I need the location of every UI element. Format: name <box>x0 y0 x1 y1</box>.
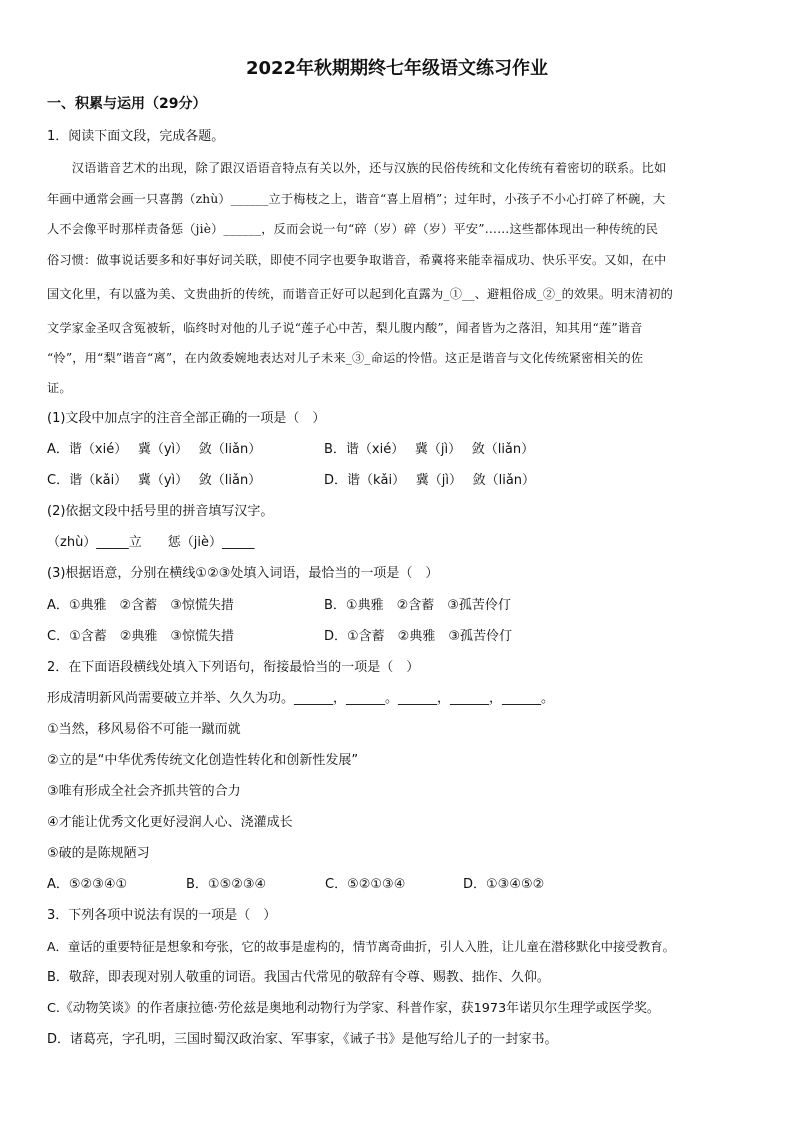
option-b: B．①⑤②③④ <box>186 877 267 892</box>
subquestion-3: (3)根据语意，分别在横线①②③处填入词语，最恰当的一项是（ ） <box>47 566 439 581</box>
sentence-item: ③唯有形成全社会齐抓共管的合力 <box>47 784 241 799</box>
passage-line: “怜”，用“梨”谐音“离”，在内敛委婉地表达对儿子未来_③_命运的怜惜。这正是谐音与文化传统紧密相关的佐 <box>47 351 644 365</box>
passage-line: 人不会像平时那样责备惩（jiè）______，反而会说一句“碎（岁）碎（岁）平安”……这些都体现出一种传统的民 <box>47 222 659 236</box>
option-d: D．①③④⑤② <box>463 877 545 892</box>
question-3-stem: 3．下列各项中说法有误的一项是（ ） <box>47 908 277 923</box>
option-c: C.《动物笑谈》的作者康拉德·劳伦兹是奥地利动物行为学家、科普作家，获1973年诺贝尔生理学或医学奖。 <box>47 1001 660 1016</box>
option-b: B．谐（xié） 冀（jì） 敛（liǎn） <box>324 442 535 457</box>
subquestion-2: (2)依据文段中括号里的拼音填写汉字。 <box>47 504 274 519</box>
option-c: C．①含蓄 ②典雅 ③惊慌失措 <box>47 629 235 644</box>
option-a: A．⑤②③④① <box>47 877 128 892</box>
page-title: 2022年秋期期终七年级语文练习作业 <box>245 58 549 79</box>
option-c: C．⑤②①③④ <box>325 877 406 892</box>
passage-line: 俗习惯：做事说话要多和好事好词关联，即使不同字也要争取谐音，希冀将来能幸福成功、快乐平安。又如，在中 <box>47 253 667 267</box>
option-a: A．谐（xié） 冀（yì） 敛（liǎn） <box>47 442 262 457</box>
question-2-stem: 2．在下面语段横线处填入下列语句，衔接最恰当的一项是（ ） <box>47 660 420 675</box>
option-b: B．敬辞，即表现对别人敬重的词语。我国古代常见的敬辞有令尊、赐教、拙作、久仰。 <box>47 970 550 985</box>
option-a: A．①典雅 ②含蓄 ③惊慌失措 <box>47 598 234 613</box>
option-a: A．童话的重要特征是想象和夸张，它的故事是虚构的，情节离奇曲折，引人入胜，让儿童在潜移默化中接受教育。 <box>47 939 676 954</box>
sentence-item: ②立的是“中华优秀传统文化创造性转化和创新性发展” <box>47 753 359 768</box>
option-b: B．①典雅 ②含蓄 ③孤苦伶仃 <box>324 598 511 613</box>
section-heading: 一、积累与运用（29分） <box>47 96 207 112</box>
fill-in-line: （zhù）_____立 惩（jiè）_____ <box>47 535 255 550</box>
subquestion-1: (1)文段中加点字的注音全部正确的一项是（ ） <box>47 411 326 426</box>
passage-line: 年画中通常会画一只喜鹊（zhù）______立于梅枝之上，谐音“喜上眉梢”；过年时，小孩子不小心打碎了杯碗，大 <box>47 192 666 206</box>
option-c: C．谐（kǎi） 冀（yì） 敛（liǎn） <box>47 473 262 488</box>
sentence-item: ④才能让优秀文化更好浸润人心、浇灌成长 <box>47 815 293 830</box>
sentence-item: ①当然，移风易俗不可能一蹴而就 <box>47 722 241 737</box>
option-d: D．①含蓄 ②典雅 ③孤苦伶仃 <box>324 629 512 644</box>
passage-line: 文学家金圣叹含冤被斩，临终时对他的儿子说“莲子心中苦，梨儿腹内酸”，闻者皆为之落泪，知其用“莲”谐音 <box>47 321 643 335</box>
option-d: D．谐（kǎi） 冀（jì） 敛（liǎn） <box>324 473 536 488</box>
option-d: D．诸葛亮，字孔明，三国时蜀汉政治家、军事家，《诫子书》是他写给儿子的一封家书。 <box>47 1032 558 1047</box>
passage-line: 国文化里，有以盛为美、文贵曲折的传统，而谐音正好可以起到化直露为_①__、避粗俗成_②_的效果。明末清初的 <box>47 287 674 301</box>
question-2-text: 形成清明新风尚需要破立并举、久久为功。______，______。______，______，______。 <box>47 691 555 706</box>
passage-line: 证。 <box>47 381 72 395</box>
question-1-stem: 1．阅读下面文段，完成各题。 <box>47 129 225 144</box>
passage-line: 汉语谐音艺术的出现，除了跟汉语语音特点有关以外，还与汉族的民俗传统和文化传统有着密切的联系。比如 <box>47 161 667 175</box>
sentence-item: ⑤破的是陈规陋习 <box>47 846 150 861</box>
